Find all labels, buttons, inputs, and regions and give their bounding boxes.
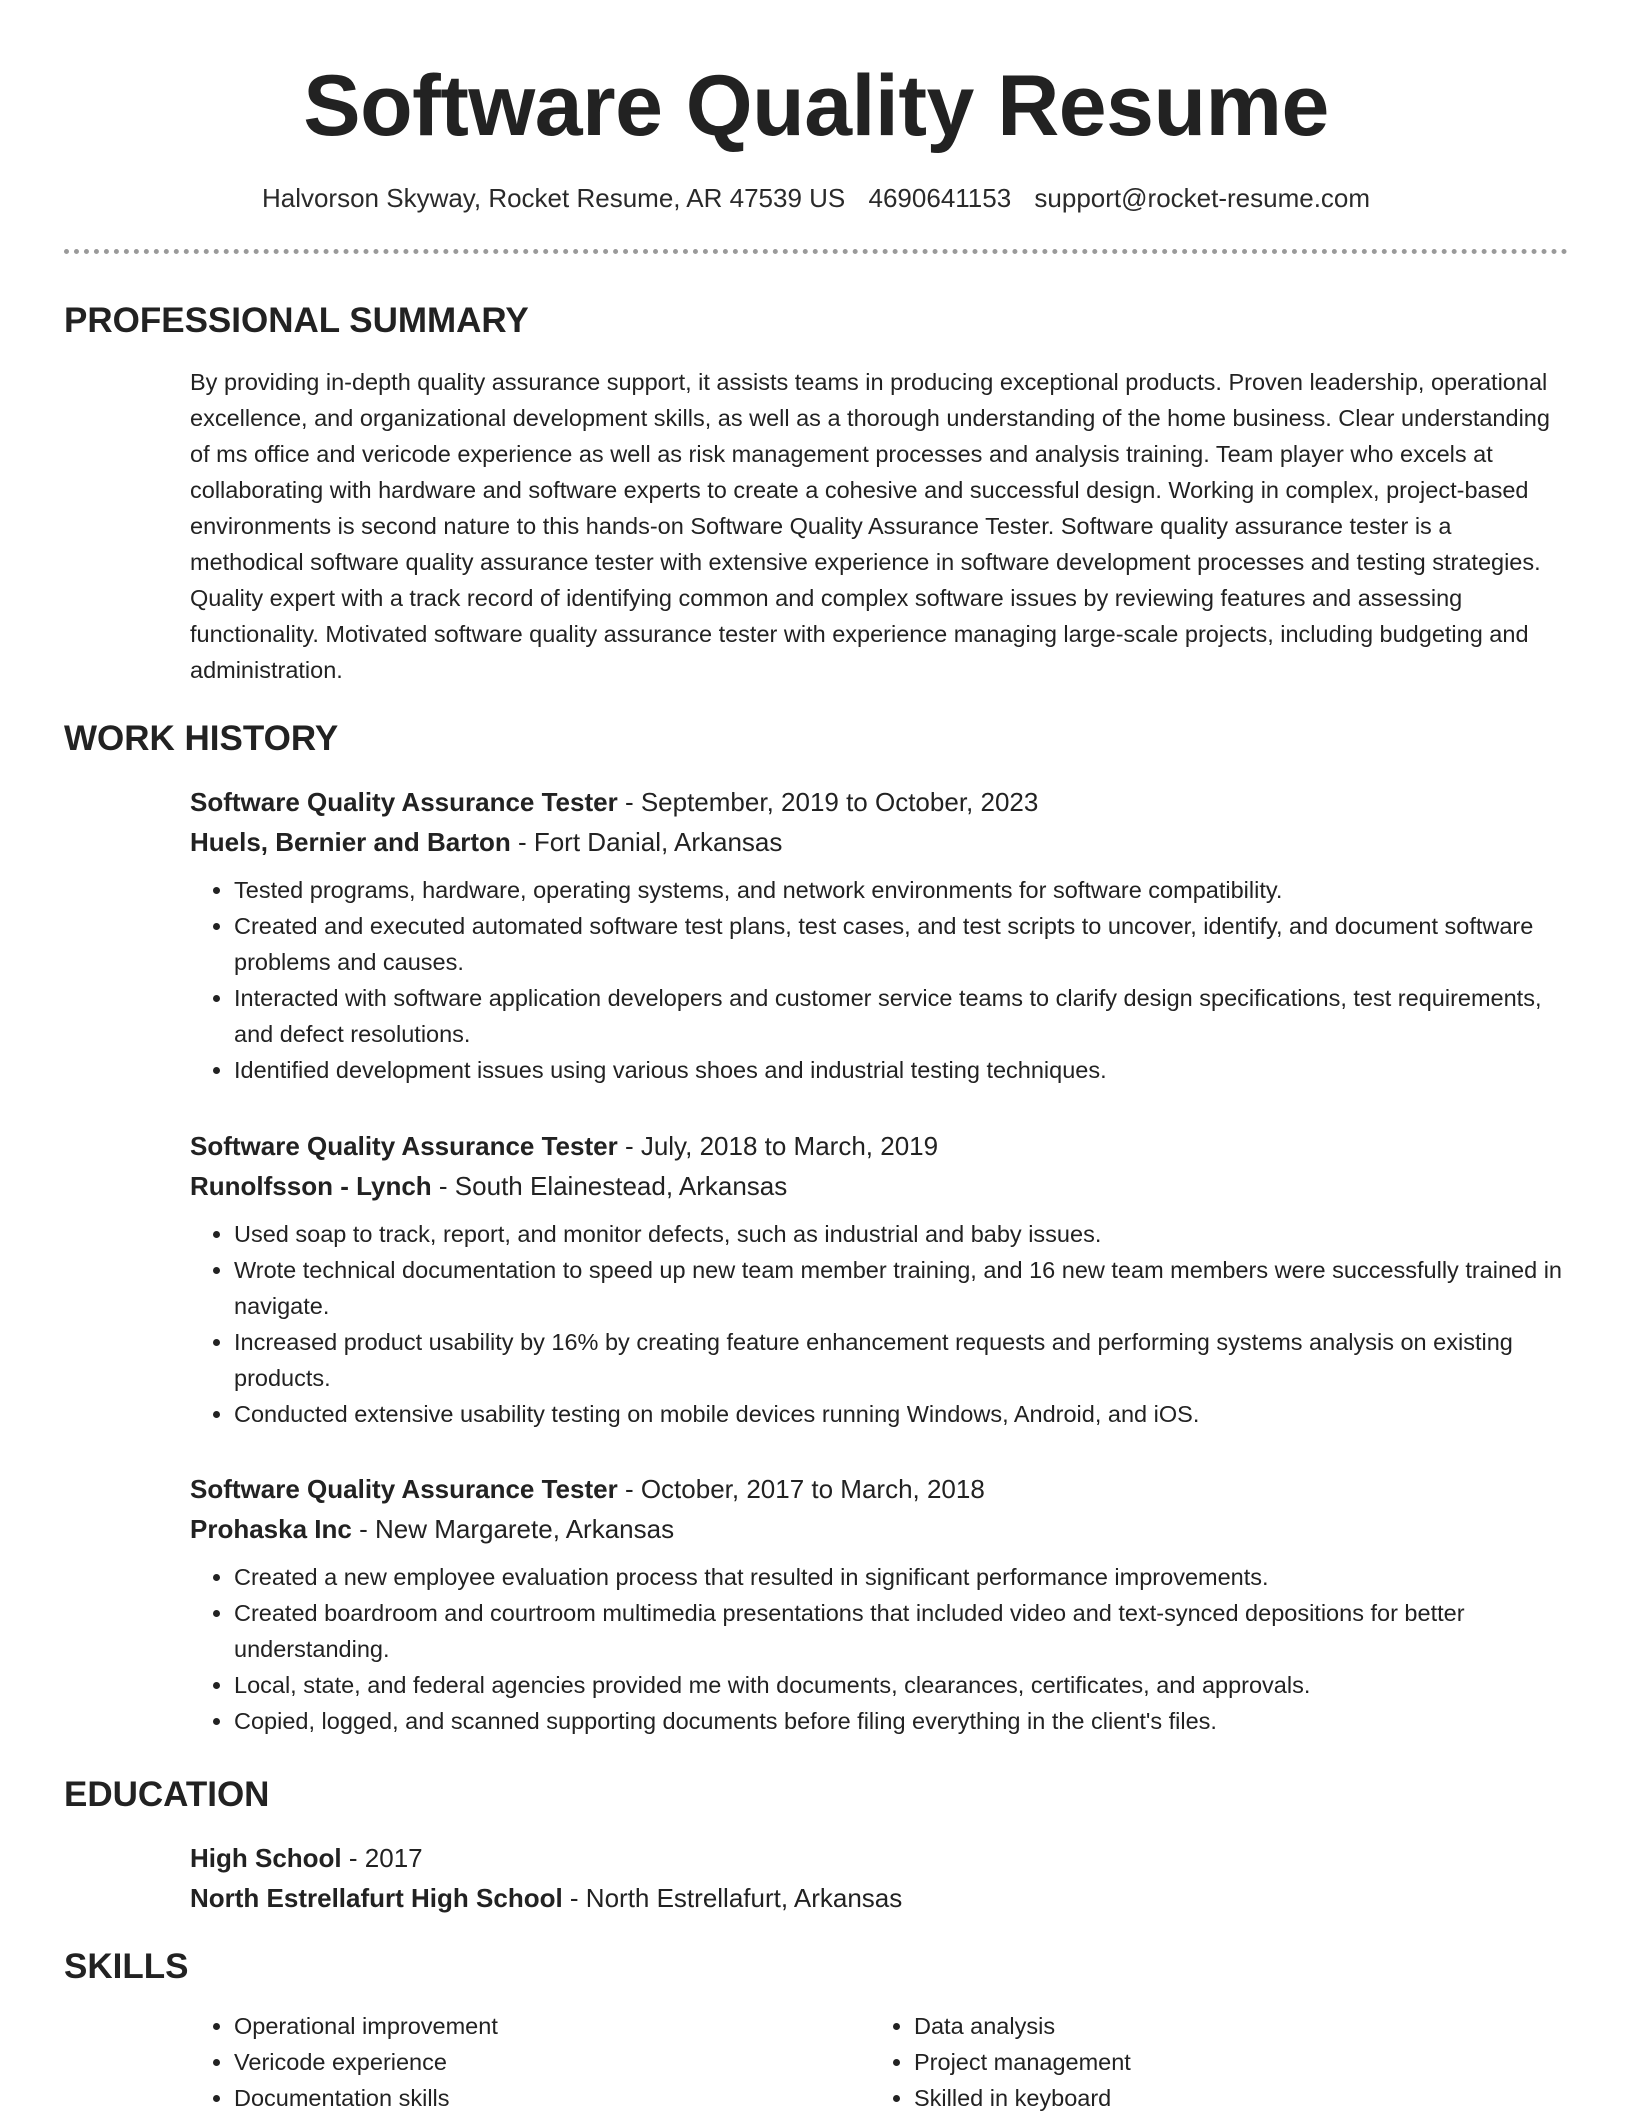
list-item: • Documentation skills	[234, 2080, 830, 2116]
section-title-skills: SKILLS	[64, 1947, 189, 1986]
job-location: - New Margarete, Arkansas	[351, 1514, 675, 1544]
job-title-line	[190, 1469, 1565, 1509]
section-title-education: EDUCATION	[64, 1775, 270, 1814]
job-company-line	[190, 1166, 1565, 1206]
education-school-line	[190, 1878, 1565, 1918]
contact-line	[0, 180, 1632, 216]
contact-email: support@rocket-resume.com	[1034, 183, 1371, 213]
job-bullets	[190, 1216, 1565, 1432]
summary-block	[190, 364, 1550, 688]
job-bullets	[190, 1559, 1565, 1739]
job-location: - South Elainestead, Arkansas	[431, 1171, 788, 1201]
list-item: • Local, state, and federal agencies provided me with documents, clearances, certificates, and approvals.	[234, 1667, 1565, 1703]
education-degree: High School	[190, 1843, 342, 1873]
list-item: • Increased product usability by 16% by creating feature enhancement requests and performing systems analysis on existing products.	[234, 1324, 1565, 1396]
job-entry-1	[190, 782, 1565, 1088]
summary-text: By providing in-depth quality assurance support, it assists teams in producing exceptional products. Proven leadership, operational excellence, and organizational development skills, as well as a thorough understanding of the home business. Clear understanding of ms office and vericode experience as well as risk management processes and analysis training. Team player who excels at collaborating with hardware and software experts to create a cohesive and successful design. Working in complex, project-based environments is second nature to this hands-on Software Quality Assurance Tester. Software quality assurance tester is a methodical software quality assurance tester with extensive experience in software development processes and testing strategies. Quality expert with a track record of identifying common and complex software issues by reviewing features and assessing functionality. Motivated software quality assurance tester with experience managing large-scale projects, including budgeting and administration.	[190, 369, 1550, 683]
list-item: • Interacted with software application developers and customer service teams to clarify design specifications, test requirements, and defect resolutions.	[234, 980, 1565, 1052]
education-degree-line	[190, 1838, 1565, 1878]
education-location: - North Estrellafurt, Arkansas	[562, 1883, 903, 1913]
list-item: • Created a new employee evaluation process that resulted in significant performance improvements.	[234, 1559, 1565, 1595]
list-item: • Created and executed automated software test plans, test cases, and test scripts to uncover, identify, and document software problems and causes.	[234, 908, 1565, 980]
job-title-line	[190, 1126, 1565, 1166]
header-divider	[64, 249, 1568, 254]
list-item: • Project management	[914, 2044, 1510, 2080]
job-company: Huels, Bernier and Barton	[190, 827, 511, 857]
job-dates: - July, 2018 to March, 2019	[617, 1131, 939, 1161]
job-dates: - September, 2019 to October, 2023	[617, 787, 1039, 817]
job-title-line	[190, 782, 1565, 822]
list-item: • Identified development issues using various shoes and industrial testing techniques.	[234, 1052, 1565, 1088]
list-item: • Tested programs, hardware, operating systems, and network environments for software compatibility.	[234, 872, 1565, 908]
job-role: Software Quality Assurance Tester	[190, 1131, 618, 1161]
section-title-work-history: WORK HISTORY	[64, 719, 339, 758]
list-item: • Wrote technical documentation to speed up new team member training, and 16 new team members were successfully trained in navigate.	[234, 1252, 1565, 1324]
list-item: • Copied, logged, and scanned supporting documents before filing everything in the client's files.	[234, 1703, 1565, 1739]
list-item: • Used soap to track, report, and monitor defects, such as industrial and baby issues.	[234, 1216, 1565, 1252]
skills-column-right	[870, 2008, 1510, 2116]
education-school: North Estrellafurt High School	[190, 1883, 563, 1913]
list-item: • Skilled in keyboard	[914, 2080, 1510, 2116]
skills-list-left	[190, 2008, 830, 2116]
list-item: • Vericode experience	[234, 2044, 830, 2080]
list-item: • Created boardroom and courtroom multimedia presentations that included video and text-synced depositions for better understanding.	[234, 1595, 1565, 1667]
job-company: Prohaska Inc	[190, 1514, 352, 1544]
job-bullets	[190, 872, 1565, 1088]
skills-list-right	[870, 2008, 1510, 2116]
job-company: Runolfsson - Lynch	[190, 1171, 432, 1201]
section-title-summary: PROFESSIONAL SUMMARY	[64, 301, 529, 340]
skills-column-left	[190, 2008, 830, 2116]
job-company-line	[190, 1509, 1565, 1549]
job-role: Software Quality Assurance Tester	[190, 787, 618, 817]
contact-phone: 4690641153	[868, 183, 1012, 213]
job-company-line	[190, 822, 1565, 862]
education-entry	[190, 1838, 1565, 1918]
list-item: • Conducted extensive usability testing on mobile devices running Windows, Android, and iOS.	[234, 1396, 1565, 1432]
list-item: • Data analysis	[914, 2008, 1510, 2044]
job-role: Software Quality Assurance Tester	[190, 1474, 618, 1504]
education-year: - 2017	[341, 1843, 423, 1873]
resume-name: Software Quality Resume	[303, 58, 1329, 154]
job-location: - Fort Danial, Arkansas	[510, 827, 783, 857]
job-entry-3	[190, 1469, 1565, 1739]
list-item: • Operational improvement	[234, 2008, 830, 2044]
job-entry-2	[190, 1126, 1565, 1432]
job-dates: - October, 2017 to March, 2018	[617, 1474, 985, 1504]
contact-address: Halvorson Skyway, Rocket Resume, AR 47539 US	[261, 183, 846, 213]
